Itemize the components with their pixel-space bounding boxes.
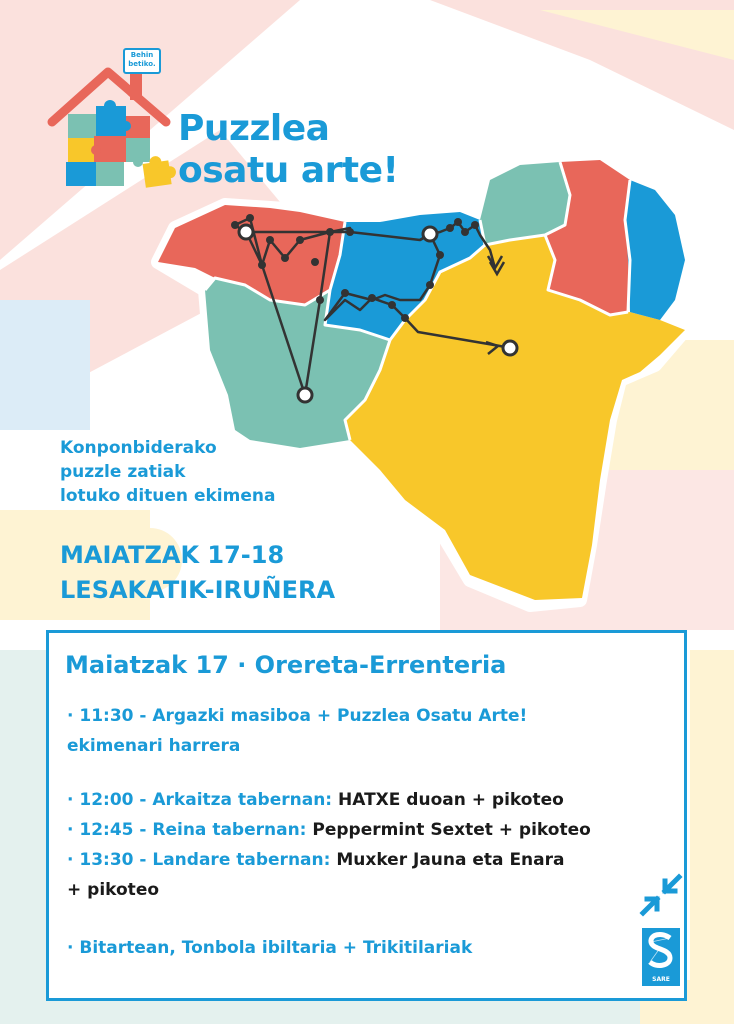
main-title [178, 108, 398, 192]
item-4-time: · 13:30 - Landare tabernan: [67, 850, 331, 870]
item-5-text: · Bitartean, Tonbola ibiltaria + Trikitilariak [67, 938, 473, 958]
schedule-item-1-cont [67, 731, 240, 761]
subtitle-line-1: Konponbiderako [60, 438, 217, 458]
item-3-detail: Peppermint Sextet + pikoteo [306, 820, 591, 840]
schedule-box [46, 630, 687, 1001]
schedule-heading: Maiatzak 17 · Orereta-Errenteria [65, 651, 507, 679]
subtitle-line-2: puzzle zatiak [60, 462, 186, 482]
schedule-item-3 [67, 815, 591, 845]
item-3-time: · 12:45 - Reina tabernan: [67, 820, 307, 840]
item-4-detail: Muxker Jauna eta Enara [330, 850, 565, 870]
badge-line-2: betiko. [128, 60, 156, 68]
item-2-detail: HATXE duoan + pikoteo [332, 790, 564, 810]
item-2-time: · 12:00 - Arkaitza tabernan: [67, 790, 333, 810]
sare-s-glyph [642, 928, 680, 972]
waypoint-errenteria [423, 227, 437, 241]
event-dates [60, 538, 335, 608]
schedule-item-1 [67, 701, 527, 731]
dates-line-2: LESAKATIK-IRUÑERA [60, 576, 336, 604]
title-line-1: Puzzlea [178, 108, 330, 149]
waypoint-lesaka [239, 225, 253, 239]
house-puzzle-icon [46, 60, 176, 196]
arrows-inward-icon [639, 873, 683, 917]
subtitle [60, 436, 275, 508]
schedule-item-4-cont [67, 875, 159, 905]
schedule-item-5 [67, 933, 472, 963]
sare-logo-icon [642, 928, 680, 986]
title-line-2: osatu arte! [178, 150, 399, 191]
item-1-cont-text: ekimenari harrera [67, 736, 241, 756]
waypoint-iruna [503, 341, 517, 355]
subtitle-line-3: lotuko dituen ekimena [60, 486, 276, 506]
dates-line-1: MAIATZAK 17-18 [60, 541, 285, 569]
sare-label: SARE [652, 976, 670, 983]
schedule-item-2 [67, 785, 564, 815]
badge-line-1: Behin [130, 51, 154, 59]
schedule-item-4 [67, 845, 565, 875]
item-1-text: · 11:30 - Argazki masiboa + Puzzlea Osatu Arte! [67, 706, 528, 726]
behin-betiko-badge [123, 48, 161, 74]
waypoint-gasteiz [298, 388, 312, 402]
item-4-cont-text: + pikoteo [67, 880, 160, 900]
